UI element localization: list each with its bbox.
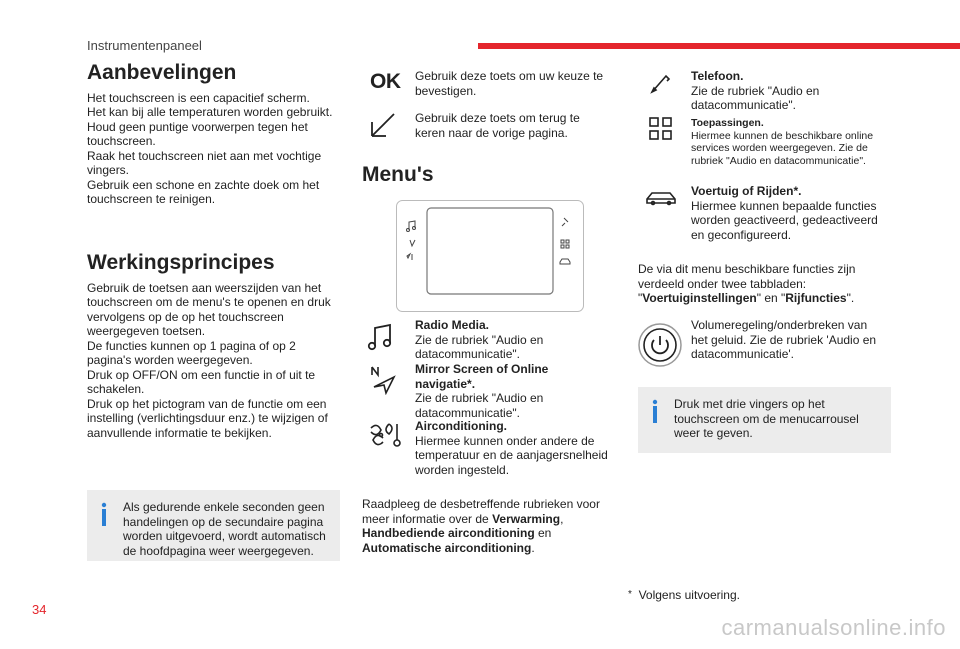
tabs-pre: De via dit menu beschikbare functies zijn verdeeld onder twee tabbladen: " [638, 262, 856, 305]
title-principles: Werkingsprincipes [87, 251, 275, 274]
phone-icon [648, 72, 672, 96]
principle-2: De functies kunnen op 1 pagina of op 2 pagina's worden weergegeven. [87, 338, 296, 367]
music-note-icon [366, 322, 396, 352]
vehicle-text: Hiermee kunnen bepaalde functies worden geactiveerd, gedeactiveerd en geconfigureerd. [691, 198, 878, 242]
back-arrow-icon [368, 112, 398, 138]
phone-text: Zie de rubriek "Audio en datacommunicatie". [691, 83, 820, 112]
info-note-2 [638, 387, 891, 453]
refer-pre: Raadpleeg de desbetreffende rubrieken voor meer informatie over de [362, 497, 600, 526]
footnote-mark: * [628, 589, 632, 600]
column-1 [87, 61, 342, 207]
volume-text: Volumeregeling/onderbreken van het geluid. Zie de rubriek 'Audio en datacommunicatie'. [691, 318, 877, 361]
refer-sep2: en [534, 526, 552, 540]
radio-item [415, 318, 610, 362]
recommendation-5: Gebruik een schone en zachte doek om het touchscreen te reinigen. [87, 177, 320, 206]
refer-auto-ac: Automatische airconditioning [362, 540, 532, 555]
tab-driving-functions: Rijfuncties [785, 291, 847, 305]
power-volume-icon [637, 322, 683, 368]
refer-text [362, 497, 610, 555]
mirror-title: Mirror Screen of Online navigatie*. [415, 362, 549, 391]
recommendation-3: Houd geen puntige voorwerpen tegen het touchscreen. [87, 119, 308, 148]
recommendation-4: Raak het touchscreen niet aan met vochtige vingers. [87, 148, 322, 177]
mirror-text: Zie de rubriek "Audio en datacommunicatie". [415, 391, 544, 420]
radio-title: Radio Media. [415, 318, 490, 332]
apps-item [691, 115, 886, 167]
tabs-text [638, 262, 878, 306]
info-note-2-text: Druk met drie vingers op het touchscreen om de menucarrousel weer te geven. [674, 397, 859, 440]
section-header: Instrumentenpaneel [87, 38, 202, 53]
info-icon [99, 502, 109, 526]
mirror-item [415, 362, 610, 420]
touchscreen-illustration [396, 200, 584, 312]
radio-text: Zie de rubriek "Audio en datacommunicatie". [415, 332, 544, 361]
page-number: 34 [32, 602, 47, 617]
recommendation-1: Het touchscreen is een capacitief scherm. [87, 90, 310, 105]
principle-4: Druk op het pictogram van de functie om een instelling (verlichtingsduur enz.) te wijzigen of aanvullende informatie te bekijken. [87, 396, 328, 440]
principle-1: Gebruik de toetsen aan weerszijden van het touchscreen om de menu's te openen en druk vervolgens op de op het touchscreen weergegeven toetsen. [87, 280, 331, 338]
title-recommendations: Aanbevelingen [87, 61, 237, 84]
principles-block [87, 251, 342, 440]
refer-end: . [531, 540, 535, 555]
ac-text: Hiermee kunnen onder andere de temperatuur en de aanjagersnelheid worden ingesteld. [415, 433, 608, 477]
tabs-end: ". [846, 291, 855, 305]
refer-sep1: , [560, 511, 564, 526]
vehicle-item [691, 184, 886, 242]
refer-manual-ac: Handbediende airconditioning [362, 526, 535, 540]
tabs-mid: " en " [756, 291, 786, 305]
phone-item [691, 69, 886, 113]
apps-text: Hiermee kunnen de beschikbare online services worden weergegeven. Zie de rubriek "Audio en datacommunicatie". [691, 129, 874, 167]
info-note-1-text: Als gedurende enkele seconden geen handelingen op de secundaire pagina worden uitgevoerd, wordt automatisch de hoofdpagina weer weergegeven. [123, 500, 326, 558]
title-menus: Menu's [362, 163, 434, 186]
apps-title: Toepassingen. [691, 117, 764, 129]
phone-title: Telefoon. [691, 69, 744, 83]
back-text: Gebruik deze toets om terug te keren naar de vorige pagina. [415, 111, 580, 140]
ac-title: Airconditioning. [415, 419, 507, 433]
header-red-bar [478, 43, 960, 49]
watermark: carmanualsonline.info [721, 615, 946, 640]
footnote [628, 588, 878, 603]
info-note-1 [87, 490, 340, 561]
tab-vehicle-settings: Voertuiginstellingen [642, 291, 757, 305]
principle-3: Druk op OFF/ON om een functie in of uit te schakelen. [87, 367, 316, 396]
refer-heating: Verwarming [492, 511, 561, 526]
info-icon [650, 399, 660, 423]
footnote-text: Volgens uitvoering. [638, 588, 740, 602]
ac-item [415, 419, 610, 477]
airconditioning-icon [367, 420, 403, 450]
apps-grid-icon [648, 116, 674, 142]
vehicle-title: Voertuig of Rijden*. [691, 184, 802, 198]
vehicle-icon [644, 189, 678, 209]
ok-icon: OK [370, 70, 401, 93]
recommendation-2: Het kan bij alle temperaturen worden gebruikt. [87, 105, 333, 119]
ok-text: Gebruik deze toets om uw keuze te bevestigen. [415, 69, 604, 98]
navigation-icon [368, 365, 398, 395]
